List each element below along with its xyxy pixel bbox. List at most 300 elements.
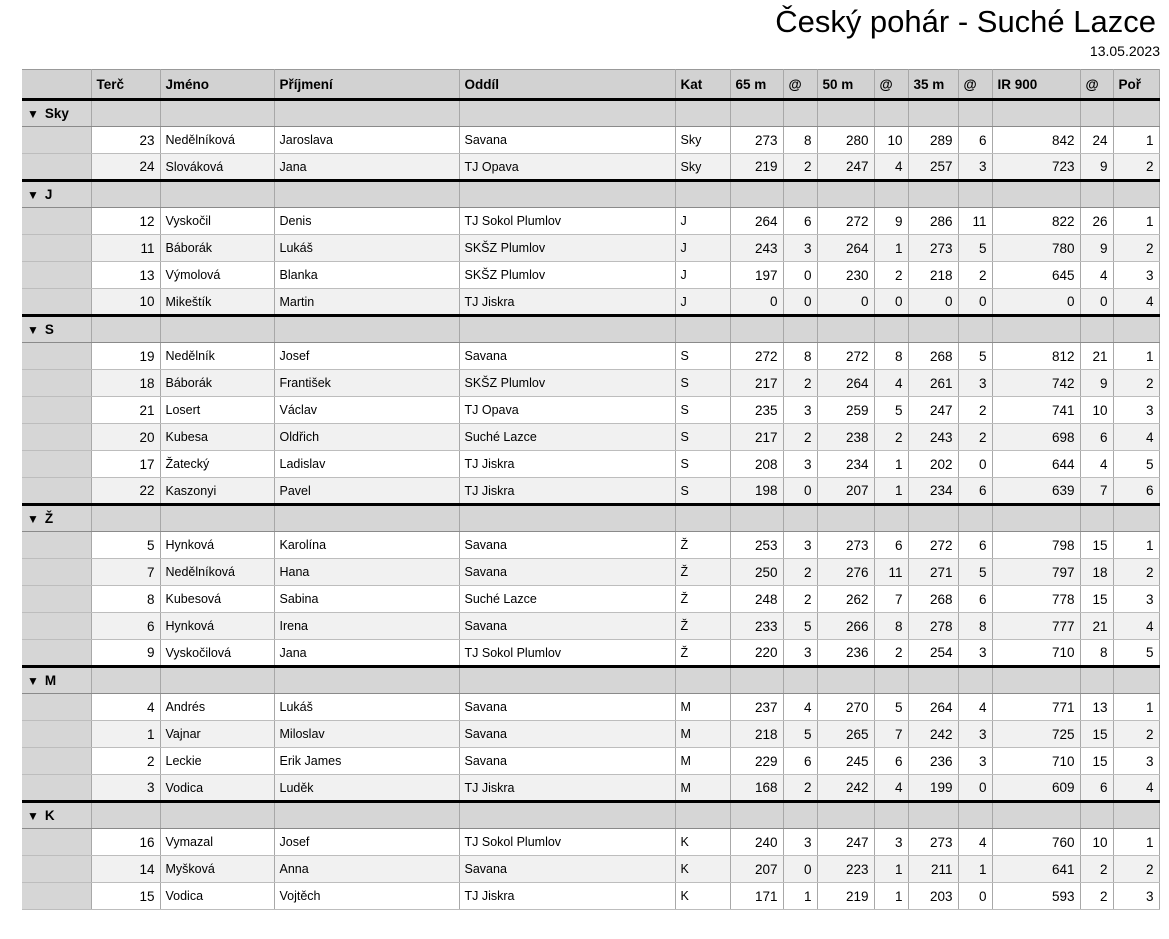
at-ir900-cell[interactable]: 9 [1080,235,1113,262]
score-35m-cell[interactable]: 264 [908,694,958,721]
ir900-cell[interactable]: 812 [992,343,1080,370]
score-35m-cell[interactable]: 286 [908,208,958,235]
oddil-cell[interactable]: TJ Jiskra [459,289,675,316]
at-ir900-cell[interactable]: 6 [1080,424,1113,451]
table-row[interactable] [22,262,1159,289]
at-ir900-cell[interactable]: 15 [1080,721,1113,748]
oddil-cell[interactable]: Suché Lazce [459,586,675,613]
group-header[interactable] [22,181,91,208]
jmeno-cell[interactable]: Andrés [160,694,274,721]
score-35m-cell[interactable]: 242 [908,721,958,748]
at-35m-header[interactable]: @ [958,70,992,100]
ir900-cell[interactable]: 777 [992,613,1080,640]
at-50m-cell[interactable]: 2 [874,262,908,289]
score-50m-cell[interactable]: 219 [817,883,874,910]
terc-cell[interactable]: 20 [91,424,160,451]
ir900-cell[interactable]: 742 [992,370,1080,397]
at-35m-cell[interactable]: 3 [958,370,992,397]
score-65m-cell[interactable]: 198 [730,478,783,505]
at-50m-cell[interactable]: 5 [874,694,908,721]
poradi-cell[interactable]: 4 [1113,424,1159,451]
terc-cell[interactable]: 9 [91,640,160,667]
kat-cell[interactable]: Sky [675,127,730,154]
score-35m-cell[interactable]: 273 [908,829,958,856]
terc-cell[interactable]: 16 [91,829,160,856]
at-65m-cell[interactable]: 5 [783,613,817,640]
table-row[interactable] [22,586,1159,613]
table-row[interactable] [22,397,1159,424]
score-65m-cell[interactable]: 273 [730,127,783,154]
score-65m-cell[interactable]: 0 [730,289,783,316]
score-50m-cell[interactable]: 207 [817,478,874,505]
ir900-cell[interactable]: 723 [992,154,1080,181]
score-50m-cell[interactable]: 265 [817,721,874,748]
kat-cell[interactable]: K [675,829,730,856]
at-65m-cell[interactable]: 1 [783,883,817,910]
prijmeni-cell[interactable]: Miloslav [274,721,459,748]
at-50m-cell[interactable]: 9 [874,208,908,235]
prijmeni-cell[interactable]: Josef [274,829,459,856]
at-50m-cell[interactable]: 4 [874,775,908,802]
ir900-cell[interactable]: 641 [992,856,1080,883]
jmeno-cell[interactable]: Nedělníková [160,559,274,586]
poradi-cell[interactable]: 2 [1113,154,1159,181]
oddil-cell[interactable]: Savana [459,532,675,559]
jmeno-cell[interactable]: Vymazal [160,829,274,856]
kat-cell[interactable]: Ž [675,640,730,667]
poradi-cell[interactable]: 1 [1113,694,1159,721]
oddil-cell[interactable]: SKŠZ Plumlov [459,235,675,262]
poradi-cell[interactable]: 2 [1113,235,1159,262]
score-50m-cell[interactable]: 0 [817,289,874,316]
prijmeni-cell[interactable]: Vojtěch [274,883,459,910]
score-35m-cell[interactable]: 268 [908,343,958,370]
at-ir900-cell[interactable]: 10 [1080,829,1113,856]
terc-cell[interactable]: 11 [91,235,160,262]
ir900-cell[interactable]: 822 [992,208,1080,235]
at-ir900-cell[interactable]: 24 [1080,127,1113,154]
poradi-header[interactable]: Poř [1113,70,1159,100]
poradi-cell[interactable]: 4 [1113,613,1159,640]
ir900-cell[interactable]: 760 [992,829,1080,856]
kat-cell[interactable]: J [675,289,730,316]
at-35m-cell[interactable]: 0 [958,775,992,802]
table-row[interactable] [22,208,1159,235]
score-35m-cell[interactable]: 247 [908,397,958,424]
score-50m-cell[interactable]: 280 [817,127,874,154]
kat-cell[interactable]: Ž [675,532,730,559]
score-50m-cell[interactable]: 264 [817,370,874,397]
ir900-cell[interactable]: 710 [992,640,1080,667]
kat-cell[interactable]: J [675,262,730,289]
at-ir900-cell[interactable]: 15 [1080,748,1113,775]
ir900-cell[interactable]: 0 [992,289,1080,316]
jmeno-cell[interactable]: Vyskočilová [160,640,274,667]
oddil-cell[interactable]: Suché Lazce [459,424,675,451]
kat-header[interactable]: Kat [675,70,730,100]
score-50m-cell[interactable]: 276 [817,559,874,586]
terc-header[interactable]: Terč [91,70,160,100]
oddil-cell[interactable]: Savana [459,613,675,640]
prijmeni-cell[interactable]: Jana [274,640,459,667]
at-50m-cell[interactable]: 7 [874,586,908,613]
terc-cell[interactable]: 19 [91,343,160,370]
table-row[interactable] [22,640,1159,667]
at-65m-cell[interactable]: 8 [783,127,817,154]
table-row[interactable] [22,424,1159,451]
at-ir900-cell[interactable]: 7 [1080,478,1113,505]
at-65m-cell[interactable]: 6 [783,748,817,775]
poradi-cell[interactable]: 3 [1113,748,1159,775]
kat-cell[interactable]: S [675,451,730,478]
jmeno-cell[interactable]: Mikeštík [160,289,274,316]
terc-cell[interactable]: 5 [91,532,160,559]
score-35m-cell[interactable]: 272 [908,532,958,559]
at-65m-cell[interactable]: 6 [783,208,817,235]
score-35m-cell[interactable]: 273 [908,235,958,262]
score-65m-cell[interactable]: 235 [730,397,783,424]
ir900-cell[interactable]: 710 [992,748,1080,775]
jmeno-cell[interactable]: Báborák [160,370,274,397]
poradi-cell[interactable]: 3 [1113,883,1159,910]
kat-cell[interactable]: S [675,343,730,370]
at-65m-cell[interactable]: 0 [783,289,817,316]
terc-cell[interactable]: 13 [91,262,160,289]
table-row[interactable] [22,370,1159,397]
at-65m-cell[interactable]: 5 [783,721,817,748]
score-35m-cell[interactable]: 234 [908,478,958,505]
at-65m-cell[interactable]: 3 [783,451,817,478]
terc-cell[interactable]: 6 [91,613,160,640]
score-50m-cell[interactable]: 247 [817,154,874,181]
terc-cell[interactable]: 7 [91,559,160,586]
at-50m-cell[interactable]: 5 [874,397,908,424]
score-65m-cell[interactable]: 220 [730,640,783,667]
terc-cell[interactable]: 17 [91,451,160,478]
jmeno-cell[interactable]: Nedělník [160,343,274,370]
ir900-cell[interactable]: 645 [992,262,1080,289]
poradi-cell[interactable]: 3 [1113,586,1159,613]
jmeno-cell[interactable]: Vajnar [160,721,274,748]
score-35m-cell[interactable]: 0 [908,289,958,316]
at-35m-cell[interactable]: 2 [958,424,992,451]
at-ir900-cell[interactable]: 6 [1080,775,1113,802]
prijmeni-cell[interactable]: Martin [274,289,459,316]
score-50m-cell[interactable]: 266 [817,613,874,640]
at-ir900-cell[interactable]: 2 [1080,856,1113,883]
kat-cell[interactable]: K [675,856,730,883]
score-50m-cell[interactable]: 264 [817,235,874,262]
score-65m-cell[interactable]: 240 [730,829,783,856]
jmeno-cell[interactable]: Hynková [160,532,274,559]
table-row[interactable] [22,559,1159,586]
terc-cell[interactable]: 12 [91,208,160,235]
terc-cell[interactable]: 18 [91,370,160,397]
kat-cell[interactable]: Ž [675,559,730,586]
score-65m-cell[interactable]: 243 [730,235,783,262]
score-35m-header[interactable]: 35 m [908,70,958,100]
at-ir900-cell[interactable]: 18 [1080,559,1113,586]
score-35m-cell[interactable]: 268 [908,586,958,613]
score-35m-cell[interactable]: 203 [908,883,958,910]
at-35m-cell[interactable]: 3 [958,154,992,181]
at-35m-cell[interactable]: 2 [958,262,992,289]
score-65m-cell[interactable]: 219 [730,154,783,181]
at-50m-cell[interactable]: 1 [874,883,908,910]
poradi-cell[interactable]: 1 [1113,208,1159,235]
kat-cell[interactable]: M [675,748,730,775]
at-ir900-cell[interactable]: 21 [1080,613,1113,640]
at-35m-cell[interactable]: 0 [958,883,992,910]
score-35m-cell[interactable]: 257 [908,154,958,181]
oddil-header[interactable]: Oddíl [459,70,675,100]
ir900-cell[interactable]: 593 [992,883,1080,910]
poradi-cell[interactable]: 1 [1113,127,1159,154]
group-row[interactable] [22,667,1159,694]
at-35m-cell[interactable]: 3 [958,640,992,667]
score-65m-cell[interactable]: 217 [730,370,783,397]
ir900-cell[interactable]: 797 [992,559,1080,586]
score-65m-cell[interactable]: 233 [730,613,783,640]
ir900-cell[interactable]: 639 [992,478,1080,505]
prijmeni-cell[interactable]: Sabina [274,586,459,613]
at-65m-cell[interactable]: 0 [783,262,817,289]
at-50m-cell[interactable]: 8 [874,343,908,370]
group-row[interactable] [22,505,1159,532]
table-row[interactable] [22,478,1159,505]
score-65m-cell[interactable]: 248 [730,586,783,613]
at-50m-cell[interactable]: 2 [874,640,908,667]
at-35m-cell[interactable]: 2 [958,397,992,424]
at-35m-cell[interactable]: 6 [958,532,992,559]
oddil-cell[interactable]: TJ Sokol Plumlov [459,829,675,856]
prijmeni-cell[interactable]: Václav [274,397,459,424]
prijmeni-cell[interactable]: Luděk [274,775,459,802]
terc-cell[interactable]: 8 [91,586,160,613]
prijmeni-cell[interactable]: Lukáš [274,235,459,262]
jmeno-cell[interactable]: Vyskočil [160,208,274,235]
prijmeni-cell[interactable]: Erik James [274,748,459,775]
oddil-cell[interactable]: TJ Sokol Plumlov [459,208,675,235]
kat-cell[interactable]: J [675,235,730,262]
jmeno-cell[interactable]: Výmolová [160,262,274,289]
at-50m-cell[interactable]: 10 [874,127,908,154]
at-50m-cell[interactable]: 2 [874,424,908,451]
prijmeni-cell[interactable]: Jana [274,154,459,181]
score-35m-cell[interactable]: 261 [908,370,958,397]
score-50m-cell[interactable]: 270 [817,694,874,721]
at-35m-cell[interactable]: 4 [958,694,992,721]
oddil-cell[interactable]: TJ Jiskra [459,451,675,478]
score-65m-cell[interactable]: 272 [730,343,783,370]
oddil-cell[interactable]: TJ Jiskra [459,775,675,802]
score-65m-cell[interactable]: 208 [730,451,783,478]
poradi-cell[interactable]: 3 [1113,262,1159,289]
score-65m-cell[interactable]: 171 [730,883,783,910]
at-ir900-cell[interactable]: 21 [1080,343,1113,370]
jmeno-cell[interactable]: Nedělníková [160,127,274,154]
poradi-cell[interactable]: 1 [1113,829,1159,856]
at-65m-header[interactable]: @ [783,70,817,100]
at-65m-cell[interactable]: 0 [783,478,817,505]
oddil-cell[interactable]: Savana [459,721,675,748]
collapse-triangle-icon[interactable]: ▼ [27,674,39,688]
kat-cell[interactable]: S [675,478,730,505]
score-50m-header[interactable]: 50 m [817,70,874,100]
oddil-cell[interactable]: SKŠZ Plumlov [459,262,675,289]
kat-cell[interactable]: M [675,775,730,802]
collapse-triangle-icon[interactable]: ▼ [27,323,39,337]
prijmeni-cell[interactable]: František [274,370,459,397]
table-row[interactable] [22,154,1159,181]
at-ir900-cell[interactable]: 9 [1080,370,1113,397]
score-50m-cell[interactable]: 273 [817,532,874,559]
score-35m-cell[interactable]: 243 [908,424,958,451]
poradi-cell[interactable]: 2 [1113,559,1159,586]
at-ir900-cell[interactable]: 26 [1080,208,1113,235]
at-35m-cell[interactable]: 8 [958,613,992,640]
terc-cell[interactable]: 10 [91,289,160,316]
ir900-cell[interactable]: 698 [992,424,1080,451]
at-50m-cell[interactable]: 1 [874,478,908,505]
at-35m-cell[interactable]: 6 [958,127,992,154]
prijmeni-cell[interactable]: Ladislav [274,451,459,478]
score-35m-cell[interactable]: 254 [908,640,958,667]
poradi-cell[interactable]: 5 [1113,640,1159,667]
group-row[interactable] [22,100,1159,127]
at-50m-cell[interactable]: 3 [874,829,908,856]
oddil-cell[interactable]: Savana [459,748,675,775]
kat-cell[interactable]: J [675,208,730,235]
prijmeni-cell[interactable]: Oldřich [274,424,459,451]
kat-cell[interactable]: Ž [675,586,730,613]
table-row[interactable] [22,748,1159,775]
at-50m-cell[interactable]: 4 [874,370,908,397]
score-50m-cell[interactable]: 262 [817,586,874,613]
table-row[interactable] [22,856,1159,883]
collapse-triangle-icon[interactable]: ▼ [27,512,39,526]
table-row[interactable] [22,613,1159,640]
jmeno-cell[interactable]: Losert [160,397,274,424]
jmeno-cell[interactable]: Kaszonyi [160,478,274,505]
oddil-cell[interactable]: Savana [459,856,675,883]
table-row[interactable] [22,127,1159,154]
at-35m-cell[interactable]: 11 [958,208,992,235]
at-65m-cell[interactable]: 2 [783,775,817,802]
jmeno-cell[interactable]: Žatecký [160,451,274,478]
poradi-cell[interactable]: 4 [1113,775,1159,802]
at-65m-cell[interactable]: 2 [783,424,817,451]
score-35m-cell[interactable]: 211 [908,856,958,883]
collapse-triangle-icon[interactable]: ▼ [27,809,39,823]
table-row[interactable] [22,775,1159,802]
oddil-cell[interactable]: Savana [459,127,675,154]
table-row[interactable] [22,829,1159,856]
poradi-cell[interactable]: 6 [1113,478,1159,505]
score-65m-cell[interactable]: 217 [730,424,783,451]
score-50m-cell[interactable]: 245 [817,748,874,775]
at-ir900-header[interactable]: @ [1080,70,1113,100]
group-row[interactable] [22,181,1159,208]
kat-cell[interactable]: S [675,424,730,451]
ir900-cell[interactable]: 778 [992,586,1080,613]
at-35m-cell[interactable]: 3 [958,721,992,748]
table-row[interactable] [22,235,1159,262]
score-65m-cell[interactable]: 207 [730,856,783,883]
at-50m-cell[interactable]: 1 [874,451,908,478]
terc-cell[interactable]: 15 [91,883,160,910]
prijmeni-cell[interactable]: Blanka [274,262,459,289]
at-35m-cell[interactable]: 1 [958,856,992,883]
score-50m-cell[interactable]: 272 [817,343,874,370]
score-65m-cell[interactable]: 250 [730,559,783,586]
at-65m-cell[interactable]: 3 [783,532,817,559]
score-35m-cell[interactable]: 199 [908,775,958,802]
score-65m-cell[interactable]: 168 [730,775,783,802]
at-35m-cell[interactable]: 5 [958,343,992,370]
oddil-cell[interactable]: TJ Opava [459,397,675,424]
kat-cell[interactable]: S [675,397,730,424]
at-65m-cell[interactable]: 3 [783,829,817,856]
group-header[interactable] [22,802,91,829]
prijmeni-cell[interactable]: Anna [274,856,459,883]
at-50m-cell[interactable]: 7 [874,721,908,748]
at-ir900-cell[interactable]: 10 [1080,397,1113,424]
at-65m-cell[interactable]: 3 [783,397,817,424]
collapse-triangle-icon[interactable]: ▼ [27,107,39,121]
oddil-cell[interactable]: Savana [459,694,675,721]
at-ir900-cell[interactable]: 9 [1080,154,1113,181]
poradi-cell[interactable]: 2 [1113,856,1159,883]
prijmeni-header[interactable]: Příjmení [274,70,459,100]
jmeno-cell[interactable]: Kubesa [160,424,274,451]
poradi-cell[interactable]: 5 [1113,451,1159,478]
score-65m-cell[interactable]: 229 [730,748,783,775]
oddil-cell[interactable]: TJ Opava [459,154,675,181]
score-50m-cell[interactable]: 242 [817,775,874,802]
score-65m-cell[interactable]: 253 [730,532,783,559]
prijmeni-cell[interactable]: Jaroslava [274,127,459,154]
at-35m-cell[interactable]: 4 [958,829,992,856]
at-35m-cell[interactable]: 0 [958,451,992,478]
at-50m-cell[interactable]: 1 [874,856,908,883]
score-50m-cell[interactable]: 259 [817,397,874,424]
score-65m-cell[interactable]: 237 [730,694,783,721]
at-65m-cell[interactable]: 0 [783,856,817,883]
ir900-cell[interactable]: 644 [992,451,1080,478]
terc-cell[interactable]: 3 [91,775,160,802]
prijmeni-cell[interactable]: Irena [274,613,459,640]
ir900-cell[interactable]: 725 [992,721,1080,748]
table-row[interactable] [22,343,1159,370]
terc-cell[interactable]: 23 [91,127,160,154]
ir900-cell[interactable]: 609 [992,775,1080,802]
score-65m-header[interactable]: 65 m [730,70,783,100]
ir900-cell[interactable]: 780 [992,235,1080,262]
score-50m-cell[interactable]: 247 [817,829,874,856]
at-35m-cell[interactable]: 6 [958,586,992,613]
jmeno-cell[interactable]: Vodica [160,883,274,910]
at-65m-cell[interactable]: 2 [783,370,817,397]
at-65m-cell[interactable]: 2 [783,586,817,613]
at-65m-cell[interactable]: 4 [783,694,817,721]
oddil-cell[interactable]: Savana [459,343,675,370]
score-35m-cell[interactable]: 236 [908,748,958,775]
jmeno-cell[interactable]: Vodica [160,775,274,802]
oddil-cell[interactable]: Savana [459,559,675,586]
kat-cell[interactable]: Sky [675,154,730,181]
blank-header[interactable] [22,70,91,100]
